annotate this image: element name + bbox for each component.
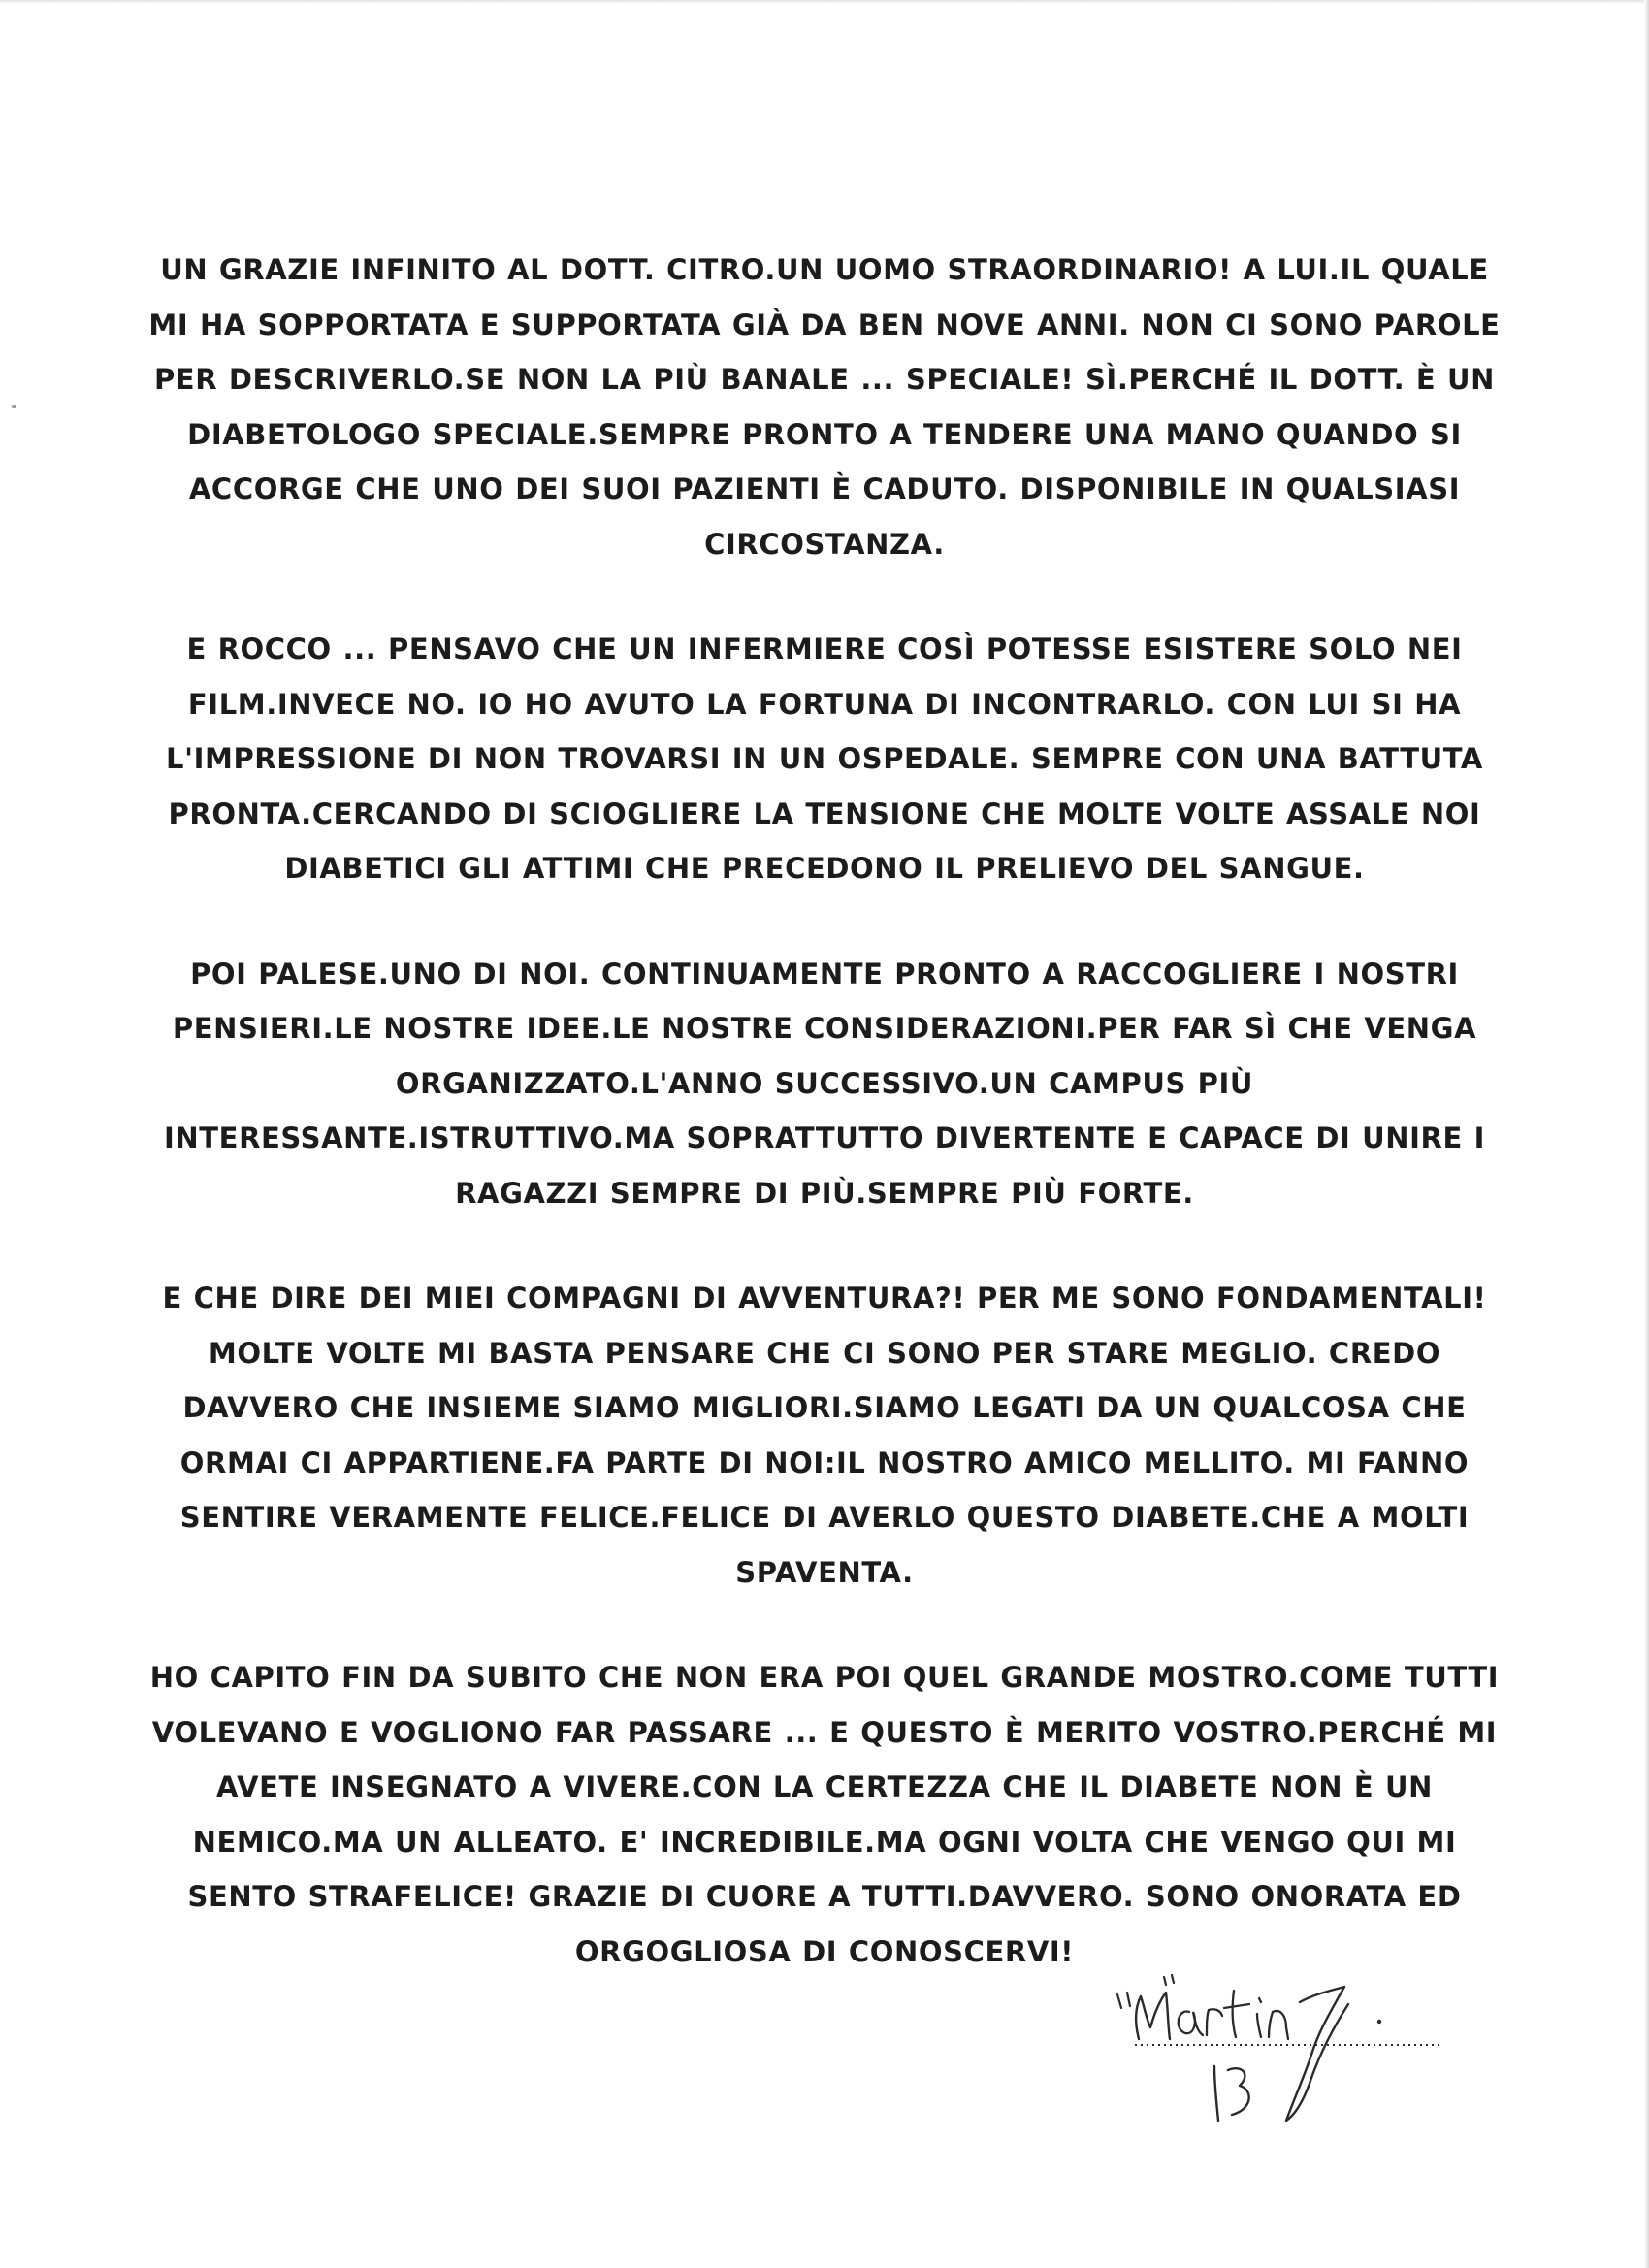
letter-paragraph: UN GRAZIE INFINITO AL DOTT. CITRO.UN UOMO STRAORDINARIO! A LUI.IL QUALE MI HA SOPPORTATA E SUPPORTATA GIÀ DA BEN NOVE ANNI. NON CI SONO PAROLE PER DESCRIVERLO.SE NON LA PIÙ BANALE ... SPECIALE! SÌ.PERCHÉ IL DOTT. È UN DIABETOLOGO SPECIALE.SEMPRE PRONTO A TENDERE UNA MANO QUANDO SI ACCORGE CHE UNO DEI SUOI PAZIENTI È CADUTO. DISPONIBILE IN QUALSIASI CIRCOSTANZA.	[148, 253, 1501, 561]
letter-paragraph: E CHE DIRE DEI MIEI COMPAGNI DI AVVENTURA?! PER ME SONO FONDAMENTALI! MOLTE VOLTE MI BASTA PENSARE CHE CI SONO PER STARE MEGLIO. CREDO DAVVERO CHE INSIEME SIAMO MIGLIORI.SIAMO LEGATI DA UN QUALCOSA CHE ORMAI CI APPARTIENE.FA PARTE DI NOI:IL NOSTRO AMICO MELLITO. MI FANNO SENTIRE VERAMENTE FELICE.FELICE DI AVERLO QUESTO DIABETE.CHE A MOLTI SPAVENTA.	[162, 1281, 1487, 1589]
letter-paragraph: E ROCCO ... PENSAVO CHE UN INFERMIERE COSÌ POTESSE ESISTERE SOLO NEI FILM.INVECE NO. IO HO AVUTO LA FORTUNA DI INCONTRARLO. CON LUI SI HA L'IMPRESSIONE DI NON TROVARSI IN UN OSPEDALE. SEMPRE CON UNA BATTUTA PRONTA.CERCANDO DI SCIOGLIERE LA TENSIONE CHE MOLTE VOLTE ASSALE NOI DIABETICI GLI ATTIMI CHE PRECEDONO IL PRELIEVO DEL SANGUE.	[166, 632, 1483, 885]
letter-body	[146, 243, 1504, 2029]
letter-paragraph: HO CAPITO FIN DA SUBITO CHE NON ERA POI QUEL GRANDE MOSTRO.COME TUTTI VOLEVANO E VOGLIONO FAR PASSARE ... E QUESTO È MERITO VOSTRO.PERCHÉ MI AVETE INSEGNATO A VIVERE.CON LA CERTEZZA CHE IL DIABETE NON È UN NEMICO.MA UN ALLEATO. E' INCREDIBILE.MA OGNI VOLTA CHE VENGO QUI MI SENTO STRAFELICE! GRAZIE DI CUORE A TUTTI.DAVVERO. SONO ONORATA ED ORGOGLIOSA DI CONOSCERVI!	[149, 1661, 1500, 1968]
letter-paragraph: POI PALESE.UNO DI NOI. CONTINUAMENTE PRONTO A RACCOGLIERE I NOSTRI PENSIERI.LE NOSTRE IDEE.LE NOSTRE CONSIDERAZIONI.PER FAR SÌ CHE VENGA ORGANIZZATO.L'ANNO SUCCESSIVO.UN CAMPUS PIÙ INTERESSANTE.ISTRUTTIVO.MA SOPRATTUTTO DIVERTENTE E CAPACE DI UNIRE I RAGAZZI SEMPRE DI PIÙ.SEMPRE PIÙ FORTE.	[164, 956, 1485, 1210]
handwritten-signature	[1106, 1969, 1455, 2144]
scan-edge-right	[1644, 0, 1649, 2268]
scan-edge-top	[0, 0, 1649, 4]
scan-speck	[12, 405, 16, 408]
